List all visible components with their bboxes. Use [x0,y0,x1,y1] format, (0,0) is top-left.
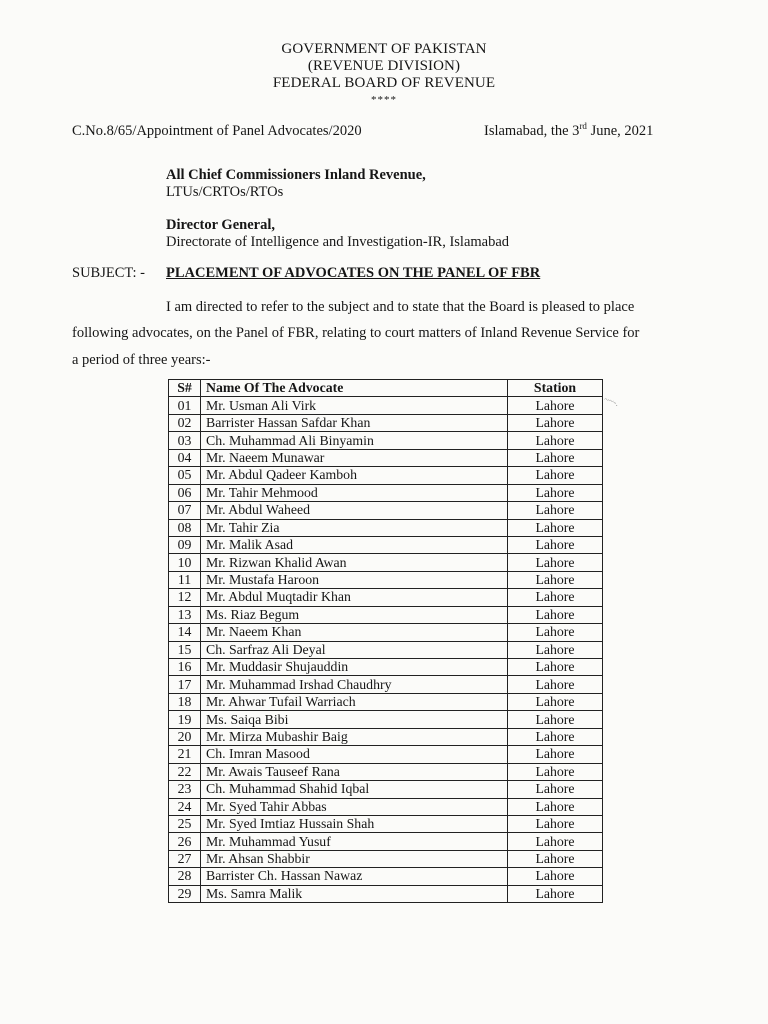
cell-station: Lahore [508,502,603,519]
cell-serial: 04 [169,449,201,466]
table-row [169,624,603,641]
cell-serial: 12 [169,589,201,606]
cell-serial: 20 [169,728,201,745]
cell-station: Lahore [508,432,603,449]
advocates-table-body [169,397,603,903]
cell-station: Lahore [508,624,603,641]
cell-serial: 17 [169,676,201,693]
cell-advocate-name: Mr. Syed Tahir Abbas [201,798,508,815]
cell-advocate-name: Mr. Mirza Mubashir Baig [201,728,508,745]
table-row [169,798,603,815]
cell-station: Lahore [508,746,603,763]
cell-serial: 19 [169,711,201,728]
cell-station: Lahore [508,589,603,606]
cell-advocate-name: Mr. Malik Asad [201,536,508,553]
cell-serial: 18 [169,693,201,710]
table-row [169,467,603,484]
cell-serial: 29 [169,885,201,902]
header-serial: S# [169,380,201,397]
cell-advocate-name: Ms. Saiqa Bibi [201,711,508,728]
table-row [169,746,603,763]
table-row [169,711,603,728]
cell-station: Lahore [508,728,603,745]
table-row [169,676,603,693]
cell-advocate-name: Mr. Abdul Waheed [201,502,508,519]
cell-serial: 22 [169,763,201,780]
cell-station: Lahore [508,641,603,658]
cell-serial: 11 [169,571,201,588]
cell-station: Lahore [508,868,603,885]
cell-station: Lahore [508,850,603,867]
cell-serial: 21 [169,746,201,763]
table-header-row [169,380,603,397]
cell-advocate-name: Ch. Imran Masood [201,746,508,763]
table-row [169,868,603,885]
table-row [169,414,603,431]
table-row [169,484,603,501]
table-row [169,519,603,536]
cell-station: Lahore [508,554,603,571]
cell-advocate-name: Mr. Awais Tauseef Rana [201,763,508,780]
subject-text: PLACEMENT OF ADVOCATES ON THE PANEL OF FBR [166,265,541,281]
cell-station: Lahore [508,536,603,553]
cell-station: Lahore [508,676,603,693]
cell-advocate-name: Mr. Syed Imtiaz Hussain Shah [201,815,508,832]
cell-station: Lahore [508,659,603,676]
cell-station: Lahore [508,414,603,431]
cell-advocate-name: Mr. Abdul Muqtadir Khan [201,589,508,606]
cell-serial: 15 [169,641,201,658]
table-row [169,850,603,867]
cell-station: Lahore [508,711,603,728]
letter-date [484,123,653,140]
cell-station: Lahore [508,519,603,536]
addressee-2-line: Directorate of Intelligence and Investigation-IR, Islamabad [166,234,510,250]
cell-station: Lahore [508,467,603,484]
cell-advocate-name: Mr. Muhammad Yusuf [201,833,508,850]
advocates-table [168,379,603,903]
cell-advocate-name: Mr. Ahsan Shabbir [201,850,508,867]
cell-serial: 14 [169,624,201,641]
table-row [169,815,603,832]
header-name: Name Of The Advocate [201,380,508,397]
cell-serial: 01 [169,397,201,414]
cell-advocate-name: Ms. Riaz Begum [201,606,508,623]
cell-advocate-name: Mr. Usman Ali Virk [201,397,508,414]
date-rest: June, 2021 [586,123,654,139]
cell-station: Lahore [508,397,603,414]
cell-serial: 26 [169,833,201,850]
body-line-2: following advocates, on the Panel of FBR, relating to court matters of Inland Revenue Service for [72,325,640,341]
cell-serial: 09 [169,536,201,553]
table-row [169,606,603,623]
header-board: FEDERAL BOARD OF REVENUE [272,75,496,91]
cell-advocate-name: Ms. Samra Malik [201,885,508,902]
cell-advocate-name: Mr. Naeem Khan [201,624,508,641]
header-stars: **** [371,94,397,106]
cell-advocate-name: Mr. Mustafa Haroon [201,571,508,588]
table-row [169,571,603,588]
cell-station: Lahore [508,763,603,780]
table-row [169,554,603,571]
header-government: GOVERNMENT OF PAKISTAN [281,41,487,57]
cell-advocate-name: Ch. Muhammad Shahid Iqbal [201,781,508,798]
table-row [169,659,603,676]
addressee-1-title: All Chief Commissioners Inland Revenue, [166,167,426,183]
subject-label: SUBJECT: - [72,265,145,281]
cell-advocate-name: Mr. Muddasir Shujauddin [201,659,508,676]
cell-station: Lahore [508,693,603,710]
cell-serial: 10 [169,554,201,571]
cell-advocate-name: Ch. Sarfraz Ali Deyal [201,641,508,658]
table-row [169,728,603,745]
table-row [169,781,603,798]
cell-advocate-name: Mr. Ahwar Tufail Warriach [201,693,508,710]
cell-station: Lahore [508,885,603,902]
cell-advocate-name: Mr. Rizwan Khalid Awan [201,554,508,571]
cell-serial: 02 [169,414,201,431]
body-line-3: a period of three years:- [72,352,211,368]
cell-serial: 05 [169,467,201,484]
cell-serial: 28 [169,868,201,885]
cell-advocate-name: Mr. Abdul Qadeer Kamboh [201,467,508,484]
cell-advocate-name: Ch. Muhammad Ali Binyamin [201,432,508,449]
cell-station: Lahore [508,815,603,832]
table-row [169,449,603,466]
table-row [169,536,603,553]
margin-mark: ~~-. [602,393,621,409]
cell-station: Lahore [508,606,603,623]
reference-number: C.No.8/65/Appointment of Panel Advocates/2020 [72,123,362,139]
date-suffix: rd [579,121,587,132]
cell-advocate-name: Barrister Hassan Safdar Khan [201,414,508,431]
cell-advocate-name: Mr. Naeem Munawar [201,449,508,466]
cell-advocate-name: Mr. Muhammad Irshad Chaudhry [201,676,508,693]
cell-serial: 03 [169,432,201,449]
cell-advocate-name: Mr. Tahir Mehmood [201,484,508,501]
cell-station: Lahore [508,484,603,501]
cell-station: Lahore [508,449,603,466]
table-row [169,763,603,780]
table-row [169,397,603,414]
cell-serial: 16 [169,659,201,676]
header-station: Station [508,380,603,397]
cell-serial: 06 [169,484,201,501]
cell-advocate-name: Barrister Ch. Hassan Nawaz [201,868,508,885]
cell-station: Lahore [508,798,603,815]
cell-station: Lahore [508,571,603,588]
cell-serial: 25 [169,815,201,832]
cell-serial: 27 [169,850,201,867]
table-row [169,589,603,606]
cell-serial: 24 [169,798,201,815]
table-row [169,432,603,449]
cell-serial: 13 [169,606,201,623]
cell-advocate-name: Mr. Tahir Zia [201,519,508,536]
cell-serial: 07 [169,502,201,519]
header-division: (REVENUE DIVISION) [307,58,461,74]
cell-station: Lahore [508,833,603,850]
cell-serial: 23 [169,781,201,798]
addressee-2-title: Director General, [166,217,275,233]
date-prefix: Islamabad, the 3 [484,123,580,139]
body-line-1: I am directed to refer to the subject and to state that the Board is pleased to place [166,299,635,315]
table-row [169,641,603,658]
cell-serial: 08 [169,519,201,536]
table-row [169,502,603,519]
cell-station: Lahore [508,781,603,798]
addressee-1-line: LTUs/CRTOs/RTOs [166,184,284,200]
table-row [169,885,603,902]
table-row [169,693,603,710]
table-row [169,833,603,850]
